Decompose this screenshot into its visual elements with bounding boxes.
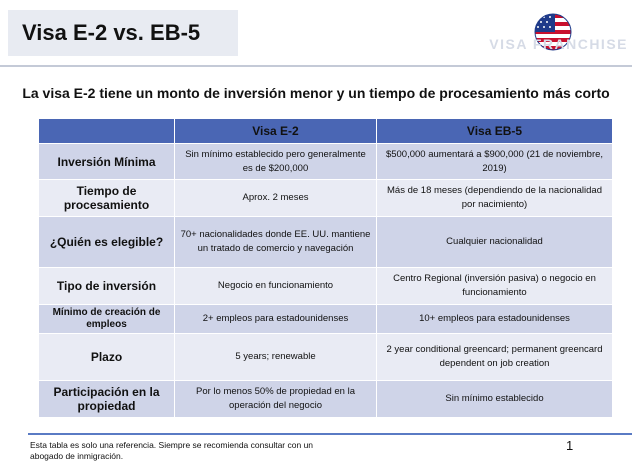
- table-row: [39, 334, 613, 381]
- table-row: [39, 381, 613, 418]
- visa-franchise-logo: [478, 10, 628, 60]
- eb5-cell: Centro Regional (inversión pasiva) o negocio en funcionamiento: [377, 268, 613, 305]
- slide-subtitle: La visa E-2 tiene un monto de inversión menor y un tiempo de procesamiento más corto: [22, 85, 610, 101]
- e2-cell: Aprox. 2 meses: [175, 180, 377, 217]
- e2-cell: 70+ nacionalidades donde EE. UU. mantiene un tratado de comercio y navegación: [175, 217, 377, 268]
- eb5-cell: Sin mínimo establecido: [377, 381, 613, 418]
- comparison-table: [38, 118, 613, 418]
- row-label: ¿Quién es elegible?: [39, 217, 175, 268]
- eb5-cell: 2 year conditional greencard; permanent greencard dependent on job creation: [377, 334, 613, 381]
- eb5-cell: Cualquier nacionalidad: [377, 217, 613, 268]
- e2-cell: Sin mínimo establecido pero generalmente es de $200,000: [175, 144, 377, 180]
- logo-text: VISA FRANCHISE: [489, 36, 628, 52]
- e2-cell: 2+ empleos para estadounidenses: [175, 305, 377, 334]
- e2-cell: Por lo menos 50% de propiedad en la operación del negocio: [175, 381, 377, 418]
- table-row: [39, 217, 613, 268]
- e2-cell: Negocio en funcionamiento: [175, 268, 377, 305]
- table-row: [39, 268, 613, 305]
- footnote: Esta tabla es solo una referencia. Siempre se recomienda consultar con un abogado de inmigración.: [30, 440, 314, 461]
- header-blank-cell: [39, 119, 175, 144]
- header-visa-e2: Visa E-2: [175, 119, 377, 144]
- eb5-cell: $500,000 aumentará a $900,000 (21 de noviembre, 2019): [377, 144, 613, 180]
- footer-divider: [28, 433, 632, 435]
- row-label: Tipo de inversión: [39, 268, 175, 305]
- table-row: [39, 180, 613, 217]
- table-header-row: [39, 119, 613, 144]
- eb5-cell: 10+ empleos para estadounidenses: [377, 305, 613, 334]
- row-label: Mínimo de creación de empleos: [39, 305, 175, 334]
- table-row: [39, 144, 613, 180]
- row-label: Plazo: [39, 334, 175, 381]
- e2-cell: 5 years; renewable: [175, 334, 377, 381]
- header-visa-eb5: Visa EB-5: [377, 119, 613, 144]
- table-row: [39, 305, 613, 334]
- eb5-cell: Más de 18 meses (dependiendo de la nacionalidad por nacimiento): [377, 180, 613, 217]
- row-label: Tiempo de procesamiento: [39, 180, 175, 217]
- header-divider: [0, 65, 632, 67]
- row-label: Inversión Mínima: [39, 144, 175, 180]
- page-title: Visa E-2 vs. EB-5: [22, 20, 201, 45]
- row-label: Participación en la propiedad: [39, 381, 175, 418]
- page-number: 1: [566, 438, 574, 453]
- title-box: [8, 10, 238, 56]
